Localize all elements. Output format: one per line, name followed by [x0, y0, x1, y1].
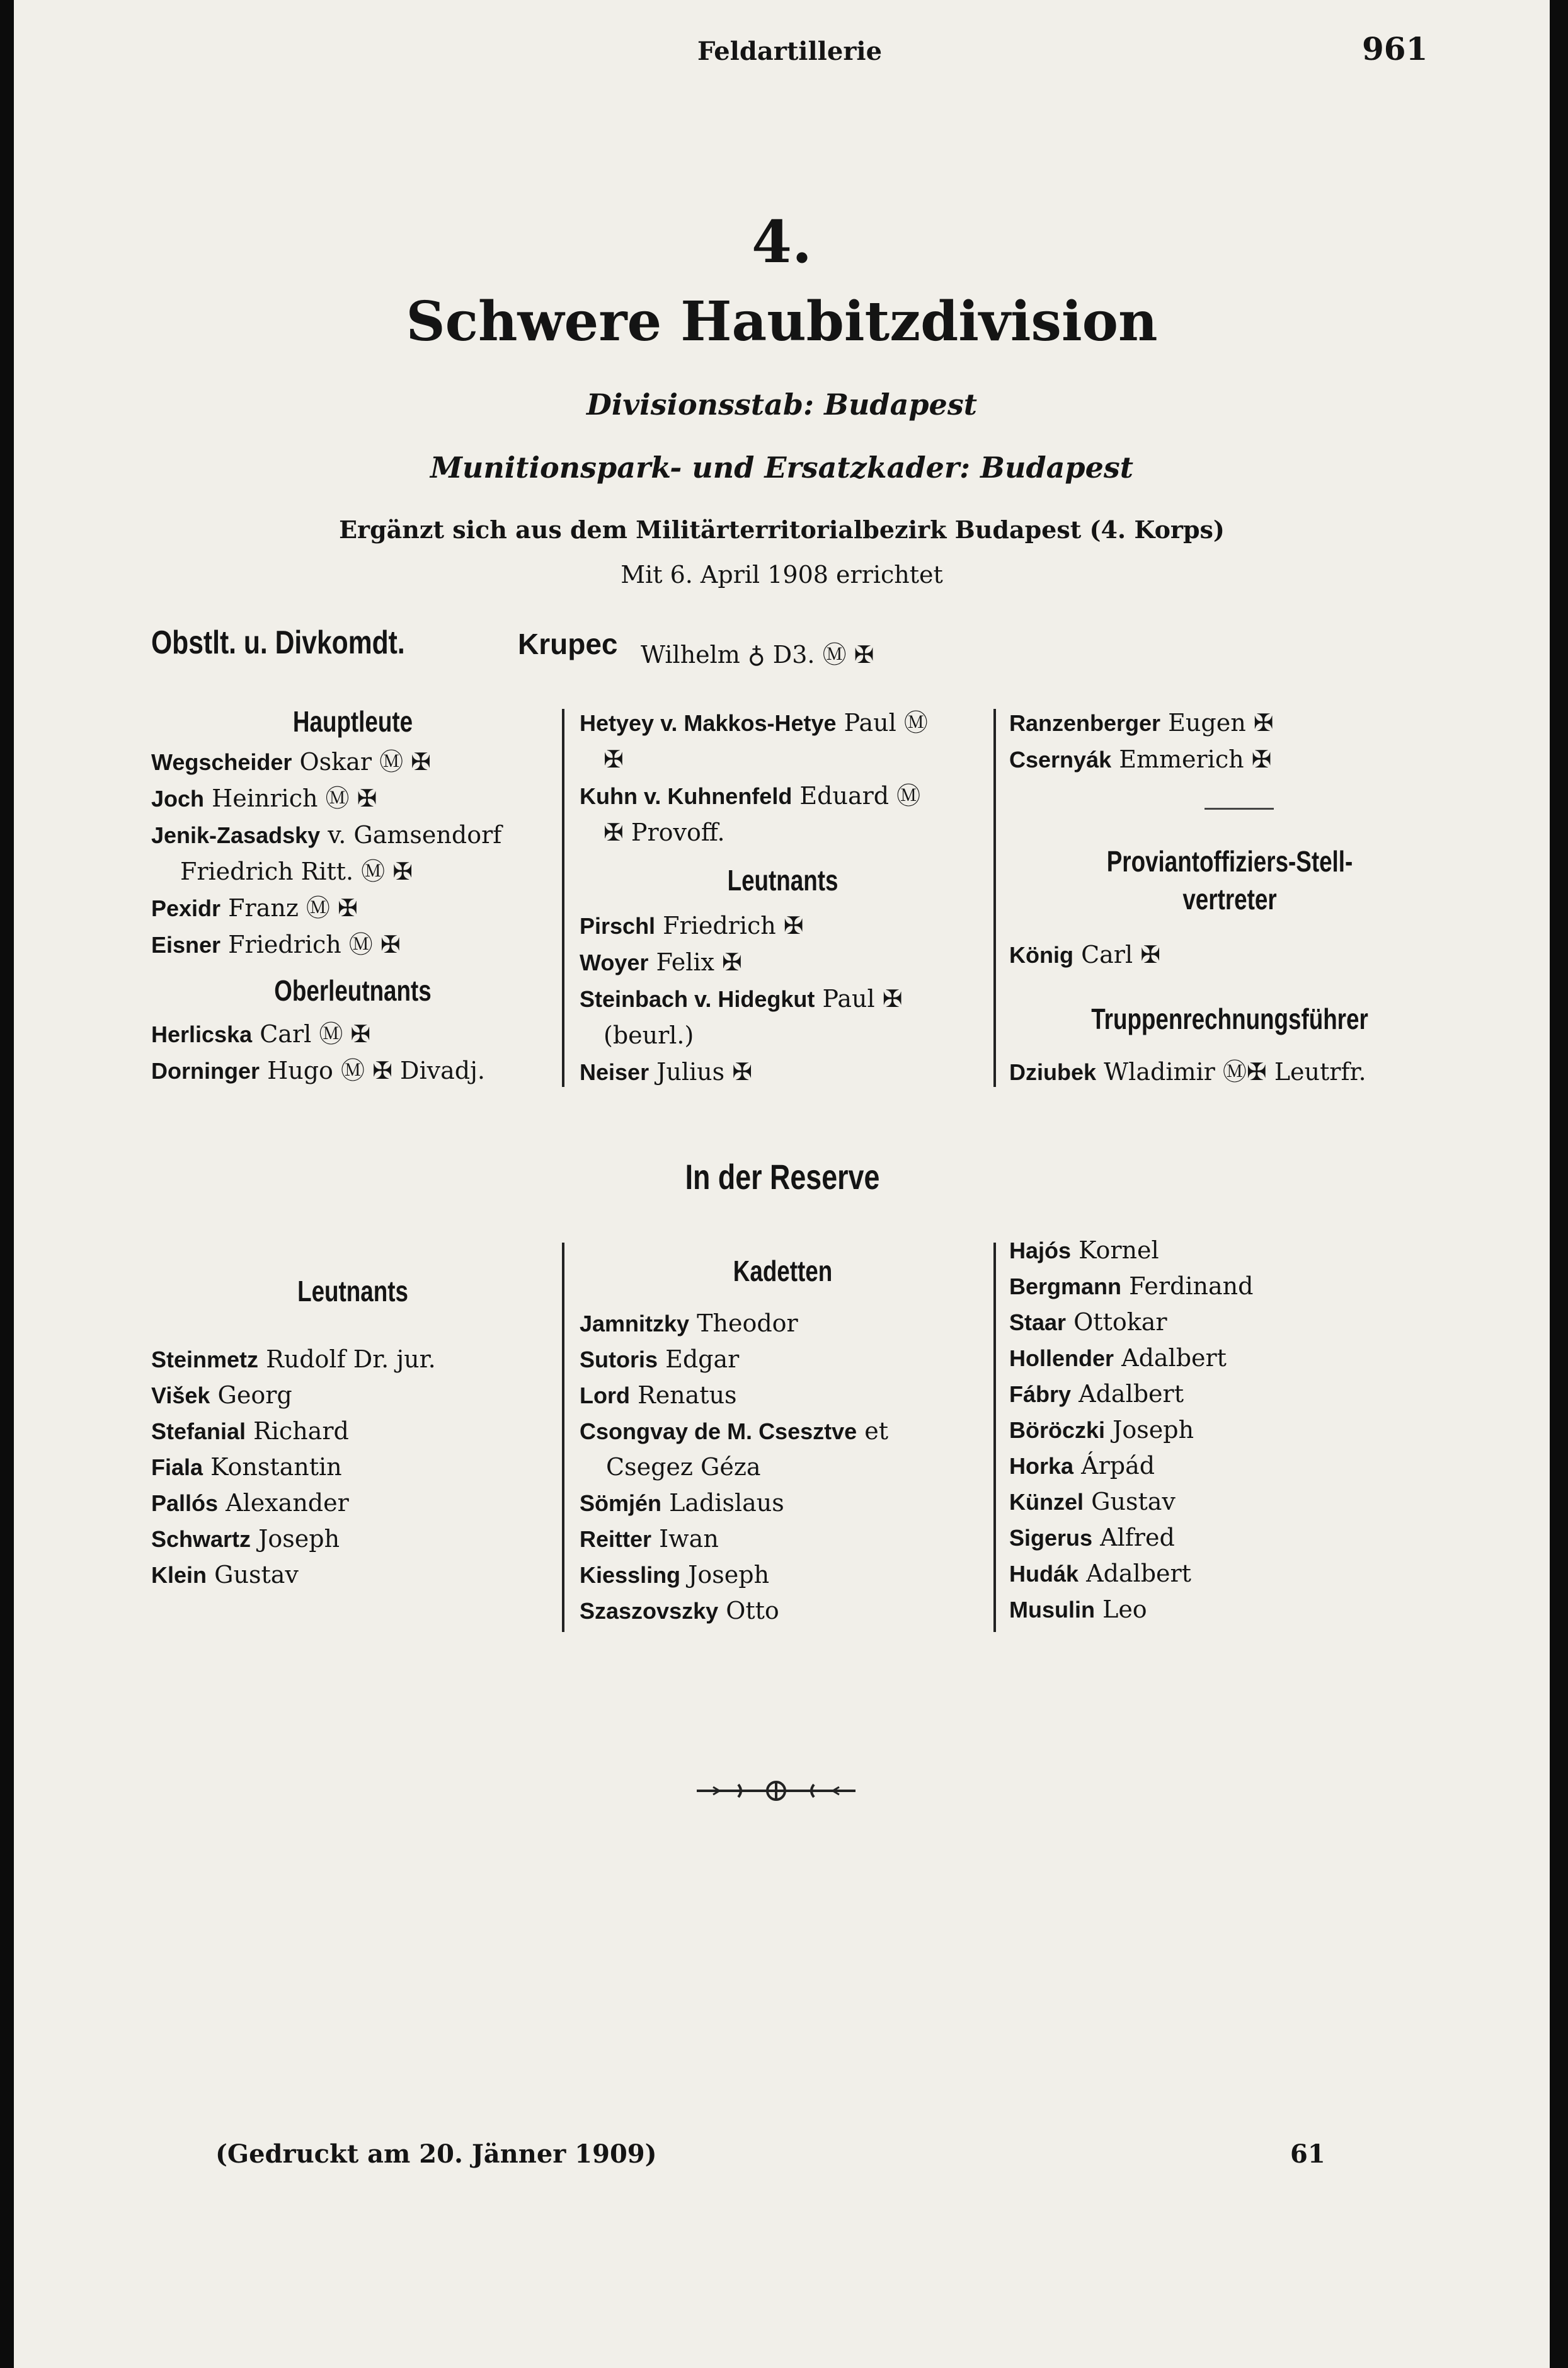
- list-item: ✠ Provoff.: [604, 819, 725, 846]
- list-item: Musulin Leo: [1009, 1595, 1147, 1623]
- list-item: Hetyey v. Makkos-Hetye Paul Ⓜ: [580, 709, 928, 737]
- heading-reserve-leutnants: Leutnants: [297, 1275, 408, 1308]
- list-item: Eisner Friedrich Ⓜ ✠: [151, 931, 401, 958]
- column-divider: [562, 709, 564, 1087]
- list-item: Hajós Kornel: [1009, 1236, 1159, 1264]
- ammunition-park-location: Munitionspark- und Ersatzkader: Budapest: [430, 451, 1133, 485]
- list-item: Stefanial Richard: [151, 1417, 349, 1445]
- commander-details: Wilhelm ♁ D3. Ⓜ ✠: [641, 641, 874, 669]
- heading-proviant-cont: vertreter: [1182, 883, 1277, 916]
- list-item: Pirschl Friedrich ✠: [580, 912, 804, 940]
- list-item: Staar Ottokar: [1009, 1308, 1167, 1336]
- sheet-number: 61: [1290, 2139, 1325, 2169]
- list-item: Pallós Alexander: [151, 1489, 349, 1517]
- list-item: Csongvay de M. Csesztve et: [580, 1417, 889, 1445]
- running-header: Feldartillerie: [697, 37, 883, 66]
- list-item: Sömjén Ladislaus: [580, 1489, 784, 1517]
- heading-kadetten: Kadetten: [733, 1255, 833, 1287]
- commander-rank: Obstlt. u. Divkomdt.: [151, 624, 405, 661]
- page-number: 961: [1362, 30, 1428, 67]
- list-item: Steinbach v. Hidegkut Paul ✠: [580, 985, 903, 1013]
- list-item: Sigerus Alfred: [1009, 1524, 1175, 1551]
- list-item: Ranzenberger Eugen ✠: [1009, 709, 1274, 737]
- heading-proviant: Proviantoffiziers-Stell-: [1106, 845, 1353, 878]
- list-item: Hudák Adalbert: [1009, 1560, 1191, 1587]
- list-item: Lord Renatus: [580, 1381, 737, 1409]
- list-item: (beurl.): [604, 1021, 694, 1049]
- list-item: Klein Gustav: [151, 1561, 299, 1589]
- list-item: Wegscheider Oskar Ⓜ ✠: [151, 748, 432, 776]
- list-item: Künzel Gustav: [1009, 1488, 1176, 1515]
- established-date: Mit 6. April 1908 errichtet: [621, 561, 943, 589]
- list-item: Jenik-Zasadsky v. Gamsendorf: [151, 821, 502, 849]
- list-item: Schwartz Joseph: [151, 1525, 340, 1553]
- list-item: Pexidr Franz Ⓜ ✠: [151, 894, 358, 922]
- staff-location: Divisionsstab: Budapest: [587, 388, 977, 422]
- list-item: Horka Árpád: [1009, 1452, 1155, 1480]
- list-item: Neiser Julius ✠: [580, 1058, 753, 1086]
- list-item: Sutoris Edgar: [580, 1345, 740, 1373]
- list-item: Csernyák Emmerich ✠: [1009, 745, 1272, 773]
- list-item: Dziubek Wladimir Ⓜ✠ Leutrfr.: [1009, 1058, 1366, 1086]
- list-item: Csegez Géza: [606, 1453, 761, 1481]
- list-item: Kiessling Joseph: [580, 1561, 770, 1589]
- commander-surname: Krupec: [518, 628, 618, 660]
- list-item: König Carl ✠: [1009, 941, 1161, 968]
- list-item: Woyer Felix ✠: [580, 948, 742, 976]
- list-item: Herlicska Carl Ⓜ ✠: [151, 1020, 371, 1048]
- print-date: (Gedruckt am 20. Jänner 1909): [215, 2139, 657, 2169]
- separator-rule: [1205, 808, 1274, 810]
- list-item: Fábry Adalbert: [1009, 1380, 1184, 1408]
- heading-hauptleute: Hauptleute: [292, 705, 413, 738]
- list-item: Bergmann Ferdinand: [1009, 1272, 1254, 1300]
- list-item: Hollender Adalbert: [1009, 1344, 1227, 1372]
- division-number: 4.: [751, 208, 813, 276]
- list-item: Szaszovszky Otto: [580, 1597, 779, 1624]
- column-divider: [993, 709, 996, 1087]
- list-item: Kuhn v. Kuhnenfeld Eduard Ⓜ: [580, 782, 921, 810]
- list-item: Joch Heinrich Ⓜ ✠: [151, 785, 377, 812]
- list-item: Fiala Konstantin: [151, 1453, 342, 1481]
- list-item: Reitter Iwan: [580, 1525, 719, 1553]
- ornament-divider-icon: [694, 1778, 858, 1803]
- heading-oberleutnants: Oberleutnants: [274, 974, 432, 1007]
- heading-leutnants: Leutnants: [727, 864, 838, 897]
- list-item: Višek Georg: [151, 1381, 292, 1409]
- heading-reserve: In der Reserve: [685, 1157, 880, 1197]
- division-title: Schwere Haubitzdivision: [406, 290, 1158, 353]
- document-page: [14, 0, 1550, 2368]
- list-item: Friedrich Ritt. Ⓜ ✠: [180, 858, 413, 885]
- column-divider: [993, 1243, 996, 1632]
- list-item: Jamnitzky Theodor: [580, 1309, 798, 1337]
- column-divider: [562, 1243, 564, 1632]
- list-item: Steinmetz Rudolf Dr. jur.: [151, 1345, 436, 1373]
- list-item: ✠: [604, 745, 624, 773]
- list-item: Böröczki Joseph: [1009, 1416, 1194, 1444]
- heading-truppenrechnungsfuehrer: Truppenrechnungsführer: [1091, 1003, 1368, 1035]
- recruitment-district: Ergänzt sich aus dem Militärterritorialbezirk Budapest (4. Korps): [339, 515, 1225, 544]
- list-item: Dorninger Hugo Ⓜ ✠ Divadj.: [151, 1057, 485, 1084]
